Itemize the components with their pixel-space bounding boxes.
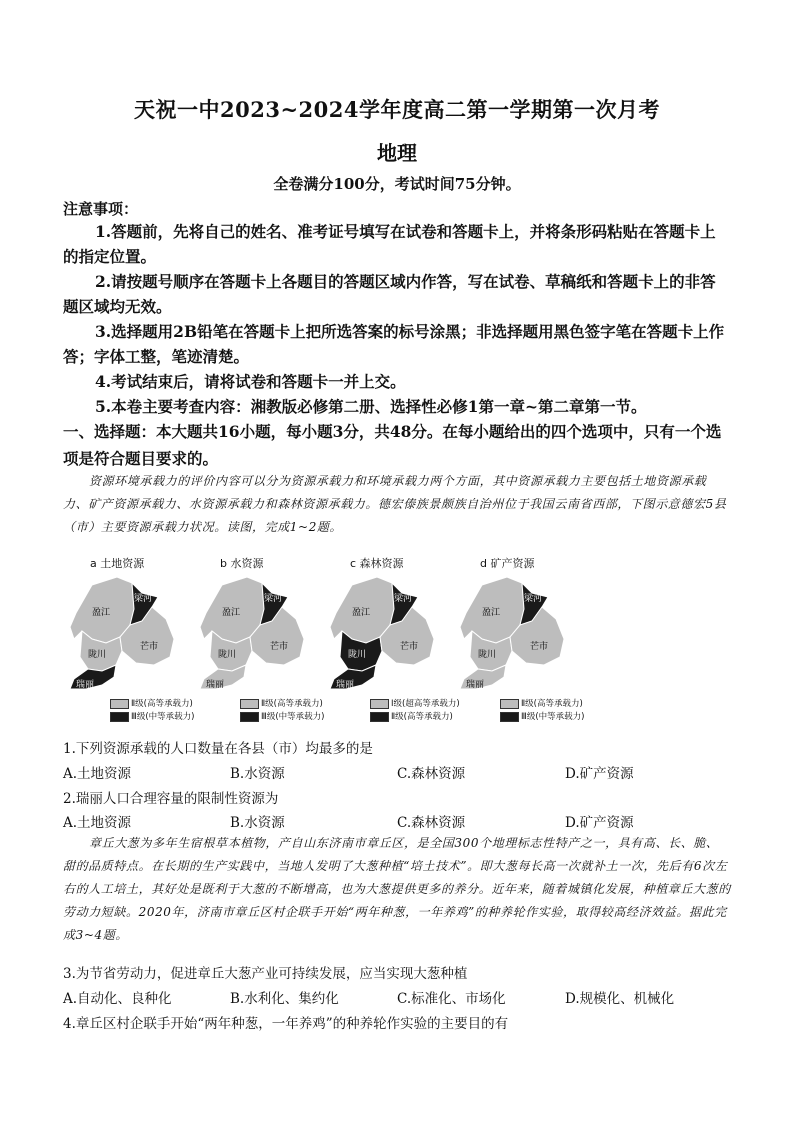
- label-ruili: 瑞丽: [76, 680, 95, 690]
- label-longchuan: 陇川: [218, 650, 237, 660]
- label-mangshi: 芒市: [400, 642, 419, 652]
- label-mangshi: 芒市: [270, 642, 289, 652]
- section-heading: 一、选择题：本大题共16小题，每小题3分，共48分。在每小题给出的四个选项中，只有一个选项是符合题目要求的。: [63, 422, 722, 468]
- score-line: 全卷满分100分，考试时间75分钟。: [273, 175, 521, 193]
- option-b: B.水资源: [230, 815, 285, 831]
- map-title: d 矿产资源: [480, 557, 535, 570]
- label-lianghe: 梁河: [134, 594, 153, 604]
- legend-row-1: [240, 697, 323, 709]
- label-lianghe: 梁河: [524, 594, 543, 604]
- legend-row-1: [110, 697, 193, 709]
- question-4-stem: 4.章丘区村企联手开始“两年种葱，一年养鸡”的种养轮作实验的主要目的有: [63, 1016, 509, 1032]
- legend-label: Ⅱ级(高等承载力): [261, 699, 323, 709]
- map-c-shape: [322, 553, 448, 703]
- legend-label: Ⅱ级(高等承载力): [521, 699, 583, 709]
- question-3-stem: 3.为节省劳动力，促进章丘大葱产业可持续发展，应当实现大葱种植: [63, 966, 468, 982]
- legend-label: Ⅲ级(中等承载力): [521, 712, 585, 722]
- legend-row-2: [500, 710, 585, 722]
- map-title: c 森林资源: [350, 557, 404, 570]
- question-2-stem: 2.瑞丽人口合理容量的限制性资源为: [63, 791, 279, 807]
- label-lianghe: 梁河: [264, 594, 283, 604]
- label-lianghe: 梁河: [394, 594, 413, 604]
- map-d-shape: [452, 553, 578, 703]
- notice-item-1: 1.答题前，先将自己的姓名、准考证号填写在试卷和答题卡上，并将条形码粘贴在答题卡上的指定位置。: [63, 222, 716, 266]
- legend-label: Ⅱ级(高等承载力): [131, 699, 193, 709]
- option-c: C.森林资源: [397, 766, 466, 782]
- map-a: [62, 553, 195, 723]
- legend-swatch-light: [500, 699, 519, 709]
- material-passage-1: 资源环境承载力的评价内容可以分为资源承载力和环境承载力两个方面，其中资源承载力主要包括土地资源承载力、矿产资源承载力、水资源承载力和森林资源承载力。德宏傣族景颇族自治州位于我国云南省西部，下图示意德宏5县（市）主要资源承载力状况。读图，完成1~2题。: [63, 474, 727, 534]
- label-ruili: 瑞丽: [336, 680, 355, 690]
- exam-title: 天祝一中2023~2024学年度高二第一学期第一次月考: [134, 97, 660, 122]
- map-a-shape: [62, 553, 188, 703]
- legend-swatch-dark: [240, 712, 259, 722]
- legend-swatch-light: [370, 699, 389, 709]
- resource-maps-figure: [62, 553, 585, 723]
- notice-item-4: 4.考试结束后，请将试卷和答题卡一并上交。: [95, 372, 406, 391]
- label-longchuan: 陇川: [88, 650, 107, 660]
- label-mangshi: 芒市: [140, 642, 159, 652]
- material-passage-2: 章丘大葱为多年生宿根草本植物，产自山东济南市章丘区，是全国300个地理标志性特产之一，具有高、长、脆、甜的品质特点。在长期的生产实践中，当地人发明了大葱种植“培土技术”。即大葱每长高一次就补土一次，先后有6次左右的人工培土，其好处是既利于大葱的不断增高，也为大葱提供更多的养分。近年来，随着城镇化发展，种植章丘大葱的劳动力短缺。2020年，济南市章丘区村企联手开始“两年种葱，一年养鸡”的种养轮作实验，取得较高经济效益。据此完成3~4题。: [63, 836, 731, 942]
- legend-swatch-dark: [110, 712, 129, 722]
- label-yingjiang: 盈江: [222, 608, 241, 618]
- option-d: D.矿产资源: [565, 766, 634, 782]
- option-d: D.规模化、机械化: [565, 991, 675, 1007]
- legend-row-2: [110, 710, 195, 722]
- label-yingjiang: 盈江: [352, 608, 371, 618]
- legend-row-2: [370, 710, 453, 722]
- subject-title: 地理: [377, 141, 417, 165]
- label-longchuan: 陇川: [478, 650, 497, 660]
- option-d: D.矿产资源: [565, 815, 634, 831]
- legend-swatch-dark: [370, 712, 389, 722]
- legend-row-2: [240, 710, 325, 722]
- option-a: A.自动化、良种化: [63, 991, 172, 1007]
- map-title: a 土地资源: [90, 557, 145, 570]
- notice-heading: 注意事项：: [63, 200, 139, 218]
- legend-swatch-light: [240, 699, 259, 709]
- notice-item-2: 2.请按题号顺序在答题卡上各题目的答题区域内作答，写在试卷、草稿纸和答题卡上的非答题区域均无效。: [63, 272, 716, 316]
- label-longchuan: 陇川: [348, 650, 367, 660]
- question-1-stem: 1.下列资源承载的人口数量在各县（市）均最多的是: [63, 741, 373, 757]
- legend-swatch-dark: [500, 712, 519, 722]
- notice-item-5: 5.本卷主要考查内容：湘教版必修第二册、选择性必修1第一章~第二章第一节。: [95, 397, 647, 416]
- legend-row-1: [370, 697, 460, 709]
- map-d: [452, 553, 585, 723]
- legend-label: Ⅰ级(超高等承载力): [391, 699, 460, 709]
- legend-label: Ⅲ级(中等承载力): [131, 712, 195, 722]
- option-c: C.标准化、市场化: [397, 991, 506, 1007]
- label-ruili: 瑞丽: [206, 680, 225, 690]
- map-b: [192, 553, 325, 723]
- label-yingjiang: 盈江: [92, 608, 111, 618]
- legend-label: Ⅱ级(高等承载力): [391, 712, 453, 722]
- map-c: [322, 553, 460, 723]
- legend-row-1: [500, 697, 583, 709]
- label-ruili: 瑞丽: [466, 680, 485, 690]
- option-b: B.水利化、集约化: [230, 991, 339, 1007]
- option-a: A.土地资源: [63, 815, 132, 831]
- legend-label: Ⅲ级(中等承载力): [261, 712, 325, 722]
- label-yingjiang: 盈江: [482, 608, 501, 618]
- option-a: A.土地资源: [63, 766, 132, 782]
- option-b: B.水资源: [230, 766, 285, 782]
- legend-swatch-light: [110, 699, 129, 709]
- map-title: b 水资源: [220, 557, 264, 570]
- label-mangshi: 芒市: [530, 642, 549, 652]
- option-c: C.森林资源: [397, 815, 466, 831]
- notice-item-3: 3.选择题用2B铅笔在答题卡上把所选答案的标号涂黑；非选择题用黑色签字笔在答题卡上作答；字体工整，笔迹清楚。: [63, 322, 725, 366]
- map-b-shape: [192, 553, 318, 703]
